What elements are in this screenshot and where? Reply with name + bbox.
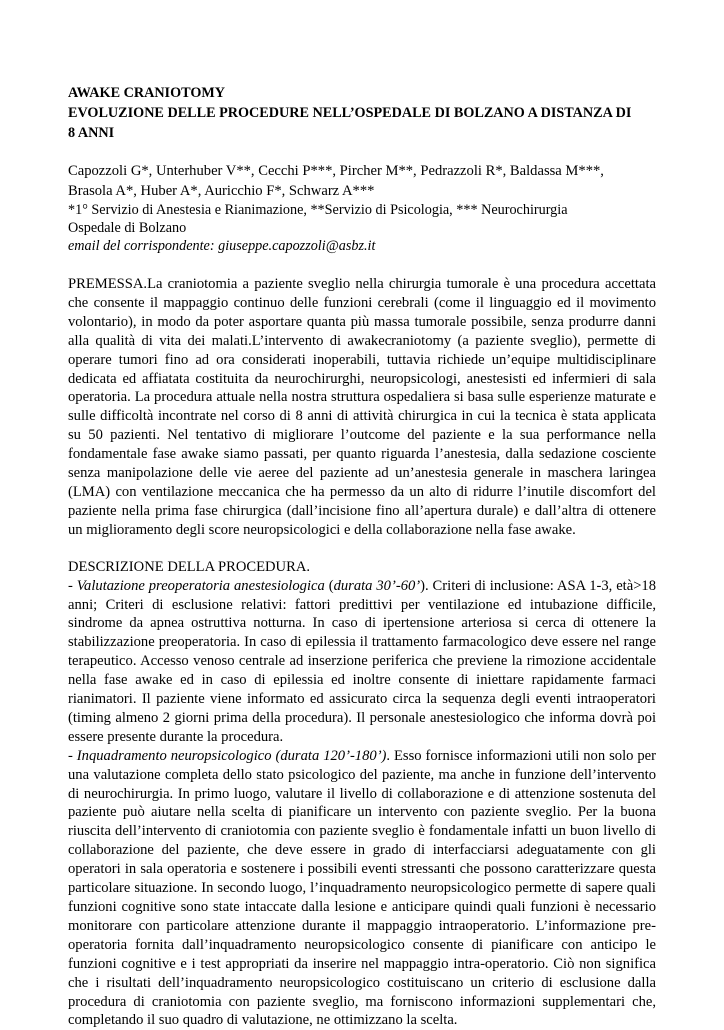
title-line-3: 8 ANNI: [68, 125, 115, 141]
corresponding-email: email del corrispondente: giuseppe.capozzoli@asbz.it: [68, 238, 376, 254]
item1-title: Valutazione preoperatoria anestesiologica: [76, 577, 325, 594]
title-line-2: EVOLUZIONE DELLE PROCEDURE NELL’OSPEDALE DI BOLZANO A DISTANZA DI: [68, 105, 632, 121]
document-page: [68, 83, 656, 1030]
item2-title: - Inquadramento neuropsicologico (durata 120’-180’): [68, 747, 387, 764]
item2-text: . Esso fornisce informazioni utili non solo per una valutazione completa dello stato psicologico del paziente, ma anche in funzione dell’intervento di neurochirurgia. In primo luogo, valutare il livello di collaborazione e di attenzione sostenuta del paziente può aiutare nella scelta di pianificare un intervento con paziente sveglio. Per la buona riuscita dell’intervento di craniotomia con paziente sveglio è fondamentale infatti un buon livello di collaborazione del paziente, che deve essere in grado di interfacciarsi adeguatamente con gli operatori in sala operatoria e sostenere i possibili eventi stressanti che possono caratterizzare questa particolare situazione. In secondo luogo, l’inquadramento neuropsicologico permette di sapere quali funzioni cognitive sono state intaccate dalla lesione e anticipare quindi quali funzioni è necessario monitorare con particolare attenzione durante il mappaggio intraoperatorio. L’informazione pre-operatoria fornita dall’inquadramento neuropsicologico consente di pianificare con anticipo le funzioni cognitive e i test appropriati da inserire nel mappaggio intra-operatorio. Ciò non significa che i risultati dell’inquadramento neuropsicologico costituiscano un criterio di esclusione dalla procedura di craniotomia con paziente sveglio, ma forniscono informazioni supplementari che, completando il suo quadro di valutazione, ne ottimizzano la scelta.: [68, 747, 656, 1029]
title-line-1: AWAKE CRANIOTOMY: [68, 85, 225, 101]
author-list: [68, 161, 656, 201]
authors-line-1: Capozzoli G*, Unterhuber V**, Cecchi P***, Pircher M**, Pedrazzoli R*, Baldassa M***,: [68, 163, 604, 179]
item1-open: (: [324, 577, 334, 594]
procedure-item-neuropsychology: [68, 747, 656, 1030]
document-title: [68, 83, 656, 143]
item1-duration: durata 30’-60’: [333, 577, 421, 594]
affiliation: *1° Servizio di Anestesia e Rianimazione, **Servizio di Psicologia, *** Neurochirurgia: [68, 202, 568, 218]
procedure-item-anesthesiology: [68, 577, 656, 747]
authors-line-2: Brasola A*, Huber A*, Auricchio F*, Schwarz A***: [68, 183, 375, 199]
item1-prefix: -: [68, 577, 77, 594]
hospital-name: Ospedale di Bolzano: [68, 220, 187, 236]
item1-text: ). Criteri di inclusione: ASA 1-3, età>18 anni; Criteri di esclusione relativi: fattori predittivi per ventilazione ed intubazione difficile, sindrome da apnea ostruttiva notturna. In caso di ipertensione arteriosa si cerca di ottenere la stabilizzazione preoperatoria. In caso di epilessia il trattamento farmacologico deve essere nel range terapeutico. Accesso venoso centrale ad inserzione periferica che previene la rimozione accidentale nella fase awake ed in caso di epilessia ed inoltre consente di iniettare rapidamente farmaci rianimatori. Il paziente viene informato ed assicurato circa la sequenza degli eventi intraoperatori (timing almeno 2 giorni prima della procedura). Il personale anestesiologico che informa dovrà poi essere presente durante la procedura.: [68, 577, 657, 745]
premessa-paragraph: PREMESSA.La craniotomia a paziente sveglio nella chirurgia tumorale è una procedura accettata che consente il mappaggio continuo delle funzioni cerebrali (come il linguaggio ed il movimento volontario), in modo da poter asportare quanta più massa tumorale possibile, senza produrre danni alla qualità di vita dei malati.L’intervento di awakecraniotomy (a paziente sveglio), permette di operare tumori fino ad ora considerati inoperabili, tuttavia richiede un’equipe multidisciplinare dedicata ed affiatata costituita da neurochirurghi, neuropsicologi, anestesisti ed infermieri di sala operatoria. La procedura attuale nella nostra struttura ospedaliera si basa sulle esperienze maturate e sulle difficoltà incontrate nel corso di 8 anni di attività chirurgica in cui la tecnica è stata applicata su 50 pazienti. Nel tentativo di migliorare l’outcome del paziente e la sua performance nella fondamentale fase awake siamo passati, per quanto riguarda l’anestesia, dalla sedazione cosciente senza manipolazione delle vie aeree del paziente ad un’anestesia generale in maschera laringea (LMA) con ventilazione meccanica che ha permesso da un alto di ridurre l’inutile discomfort del paziente nella prima fase chirurgica (dall’incisione fino all’apertura durale) e dall’altra di ottenere un miglioramento degli score neuropsicologici e della collaborazione nella fase awake.: [68, 276, 656, 538]
procedura-heading: DESCRIZIONE DELLA PROCEDURA.: [68, 558, 311, 575]
